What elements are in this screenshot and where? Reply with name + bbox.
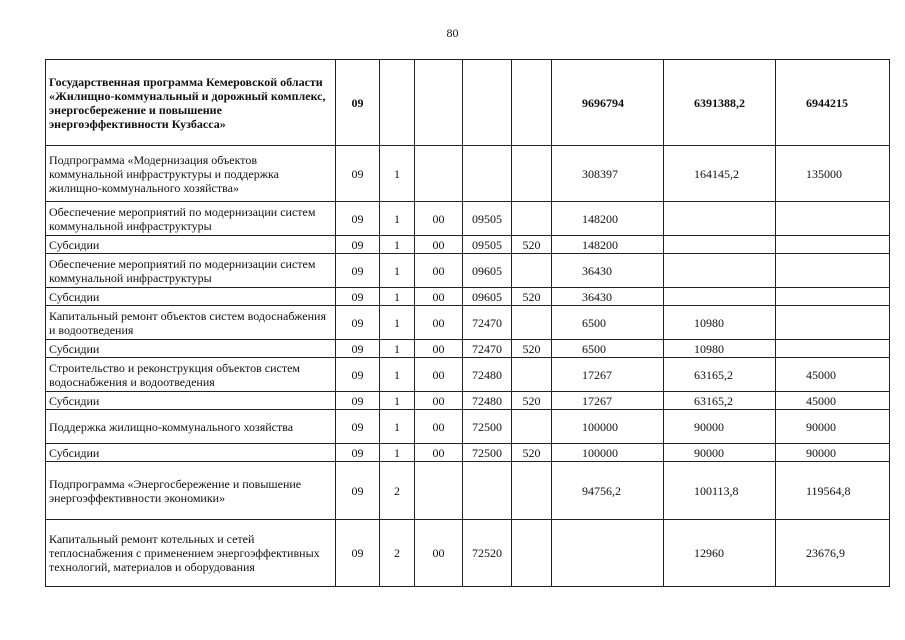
table-row	[46, 444, 890, 462]
program-code-cell: 00	[415, 410, 463, 444]
amount-year-1-cell: 94756,2	[552, 462, 664, 520]
direction-code-cell: 72520	[463, 520, 512, 587]
direction-code-cell: 72480	[463, 392, 512, 410]
section-code-cell: 09	[336, 60, 380, 146]
table-row	[46, 358, 890, 392]
amount-year-3-cell	[776, 236, 890, 254]
section-code-cell: 09	[336, 146, 380, 202]
subsection-code-cell	[380, 60, 415, 146]
section-code-cell: 09	[336, 392, 380, 410]
amount-year-3-cell	[776, 254, 890, 288]
table-row	[46, 202, 890, 236]
row-name-cell: Субсидии	[46, 392, 336, 410]
direction-code-cell: 09605	[463, 254, 512, 288]
amount-year-3-cell: 90000	[776, 410, 890, 444]
program-code-cell: 00	[415, 288, 463, 306]
section-code-cell: 09	[336, 340, 380, 358]
amount-year-1-cell: 36430	[552, 254, 664, 288]
table-row	[46, 254, 890, 288]
amount-year-2-cell: 90000	[664, 410, 776, 444]
amount-year-1-cell: 100000	[552, 444, 664, 462]
amount-year-1-cell: 17267	[552, 392, 664, 410]
amount-year-3-cell: 135000	[776, 146, 890, 202]
program-code-cell: 00	[415, 306, 463, 340]
expense-type-code-cell	[512, 60, 552, 146]
subsection-code-cell: 1	[380, 288, 415, 306]
program-code-cell: 00	[415, 358, 463, 392]
amount-year-1-cell: 148200	[552, 236, 664, 254]
expense-type-code-cell	[512, 462, 552, 520]
direction-code-cell: 72480	[463, 358, 512, 392]
section-code-cell: 09	[336, 462, 380, 520]
expense-type-code-cell: 520	[512, 444, 552, 462]
expense-type-code-cell	[512, 520, 552, 587]
amount-year-3-cell: 45000	[776, 392, 890, 410]
table-row	[46, 462, 890, 520]
table-body	[46, 60, 890, 587]
section-code-cell: 09	[336, 358, 380, 392]
section-code-cell: 09	[336, 288, 380, 306]
direction-code-cell: 09505	[463, 202, 512, 236]
subsection-code-cell: 1	[380, 202, 415, 236]
amount-year-3-cell	[776, 306, 890, 340]
subsection-code-cell: 1	[380, 444, 415, 462]
amount-year-1-cell: 308397	[552, 146, 664, 202]
amount-year-1-cell	[552, 520, 664, 587]
amount-year-2-cell: 10980	[664, 340, 776, 358]
amount-year-1-cell: 9696794	[552, 60, 664, 146]
amount-year-2-cell: 100113,8	[664, 462, 776, 520]
row-name-cell: Подпрограмма «Модернизация объектов коммунальной инфраструктуры и поддержка жилищно-коммунального хозяйства»	[46, 146, 336, 202]
section-code-cell: 09	[336, 520, 380, 587]
amount-year-2-cell: 10980	[664, 306, 776, 340]
subsection-code-cell: 2	[380, 462, 415, 520]
amount-year-2-cell: 90000	[664, 444, 776, 462]
section-code-cell: 09	[336, 236, 380, 254]
subsection-code-cell: 1	[380, 392, 415, 410]
amount-year-2-cell: 164145,2	[664, 146, 776, 202]
section-code-cell: 09	[336, 410, 380, 444]
row-name-cell: Государственная программа Кемеровской области «Жилищно-коммунальный и дорожный комплекс, энергосбережение и повышение энергоэффективности Кузбасса»	[46, 60, 336, 146]
direction-code-cell: 09605	[463, 288, 512, 306]
program-code-cell: 00	[415, 254, 463, 288]
subsection-code-cell: 1	[380, 340, 415, 358]
amount-year-1-cell: 6500	[552, 340, 664, 358]
amount-year-1-cell: 148200	[552, 202, 664, 236]
subsection-code-cell: 2	[380, 520, 415, 587]
amount-year-1-cell: 6500	[552, 306, 664, 340]
amount-year-2-cell	[664, 236, 776, 254]
subsection-code-cell: 1	[380, 236, 415, 254]
program-code-cell: 00	[415, 340, 463, 358]
amount-year-3-cell	[776, 202, 890, 236]
direction-code-cell	[463, 60, 512, 146]
amount-year-2-cell	[664, 202, 776, 236]
expense-type-code-cell: 520	[512, 392, 552, 410]
budget-table	[45, 59, 890, 587]
program-code-cell: 00	[415, 392, 463, 410]
expense-type-code-cell: 520	[512, 236, 552, 254]
expense-type-code-cell	[512, 306, 552, 340]
program-code-cell	[415, 60, 463, 146]
expense-type-code-cell: 520	[512, 340, 552, 358]
row-name-cell: Подпрограмма «Энергосбережение и повышение энергоэффективности экономики»	[46, 462, 336, 520]
amount-year-3-cell: 90000	[776, 444, 890, 462]
amount-year-2-cell	[664, 288, 776, 306]
program-code-cell: 00	[415, 236, 463, 254]
table-row	[46, 410, 890, 444]
amount-year-3-cell: 6944215	[776, 60, 890, 146]
amount-year-1-cell: 17267	[552, 358, 664, 392]
page-number: 80	[446, 26, 459, 40]
table-row	[46, 146, 890, 202]
amount-year-2-cell: 6391388,2	[664, 60, 776, 146]
row-name-cell: Строительство и реконструкция объектов систем водоснабжения и водоотведения	[46, 358, 336, 392]
subsection-code-cell: 1	[380, 410, 415, 444]
section-code-cell: 09	[336, 444, 380, 462]
table-row	[46, 288, 890, 306]
direction-code-cell	[463, 146, 512, 202]
row-name-cell: Субсидии	[46, 444, 336, 462]
table-row	[46, 306, 890, 340]
direction-code-cell: 72500	[463, 444, 512, 462]
expense-type-code-cell	[512, 358, 552, 392]
row-name-cell: Субсидии	[46, 340, 336, 358]
expense-type-code-cell	[512, 254, 552, 288]
expense-type-code-cell: 520	[512, 288, 552, 306]
expense-type-code-cell	[512, 146, 552, 202]
amount-year-3-cell	[776, 288, 890, 306]
table-row	[46, 520, 890, 587]
program-code-cell: 00	[415, 202, 463, 236]
program-code-cell	[415, 462, 463, 520]
amount-year-3-cell: 45000	[776, 358, 890, 392]
table-row	[46, 60, 890, 146]
row-name-cell: Капитальный ремонт объектов систем водоснабжения и водоотведения	[46, 306, 336, 340]
direction-code-cell: 72500	[463, 410, 512, 444]
amount-year-2-cell: 63165,2	[664, 358, 776, 392]
amount-year-3-cell	[776, 340, 890, 358]
amount-year-1-cell: 100000	[552, 410, 664, 444]
amount-year-3-cell: 23676,9	[776, 520, 890, 587]
subsection-code-cell: 1	[380, 146, 415, 202]
section-code-cell: 09	[336, 254, 380, 288]
table-row	[46, 340, 890, 358]
subsection-code-cell: 1	[380, 254, 415, 288]
amount-year-2-cell	[664, 254, 776, 288]
program-code-cell: 00	[415, 444, 463, 462]
section-code-cell: 09	[336, 306, 380, 340]
row-name-cell: Поддержка жилищно-коммунального хозяйства	[46, 410, 336, 444]
row-name-cell: Субсидии	[46, 236, 336, 254]
amount-year-2-cell: 63165,2	[664, 392, 776, 410]
expense-type-code-cell	[512, 202, 552, 236]
subsection-code-cell: 1	[380, 358, 415, 392]
program-code-cell: 00	[415, 520, 463, 587]
row-name-cell: Обеспечение мероприятий по модернизации систем коммунальной инфраструктуры	[46, 254, 336, 288]
subsection-code-cell: 1	[380, 306, 415, 340]
table-row	[46, 392, 890, 410]
program-code-cell	[415, 146, 463, 202]
row-name-cell: Обеспечение мероприятий по модернизации систем коммунальной инфраструктуры	[46, 202, 336, 236]
table-row	[46, 236, 890, 254]
direction-code-cell: 72470	[463, 340, 512, 358]
direction-code-cell	[463, 462, 512, 520]
row-name-cell: Субсидии	[46, 288, 336, 306]
section-code-cell: 09	[336, 202, 380, 236]
amount-year-1-cell: 36430	[552, 288, 664, 306]
row-name-cell: Капитальный ремонт котельных и сетей теплоснабжения с применением энергоэффективных технологий, материалов и оборудования	[46, 520, 336, 587]
direction-code-cell: 09505	[463, 236, 512, 254]
amount-year-2-cell: 12960	[664, 520, 776, 587]
direction-code-cell: 72470	[463, 306, 512, 340]
expense-type-code-cell	[512, 410, 552, 444]
amount-year-3-cell: 119564,8	[776, 462, 890, 520]
